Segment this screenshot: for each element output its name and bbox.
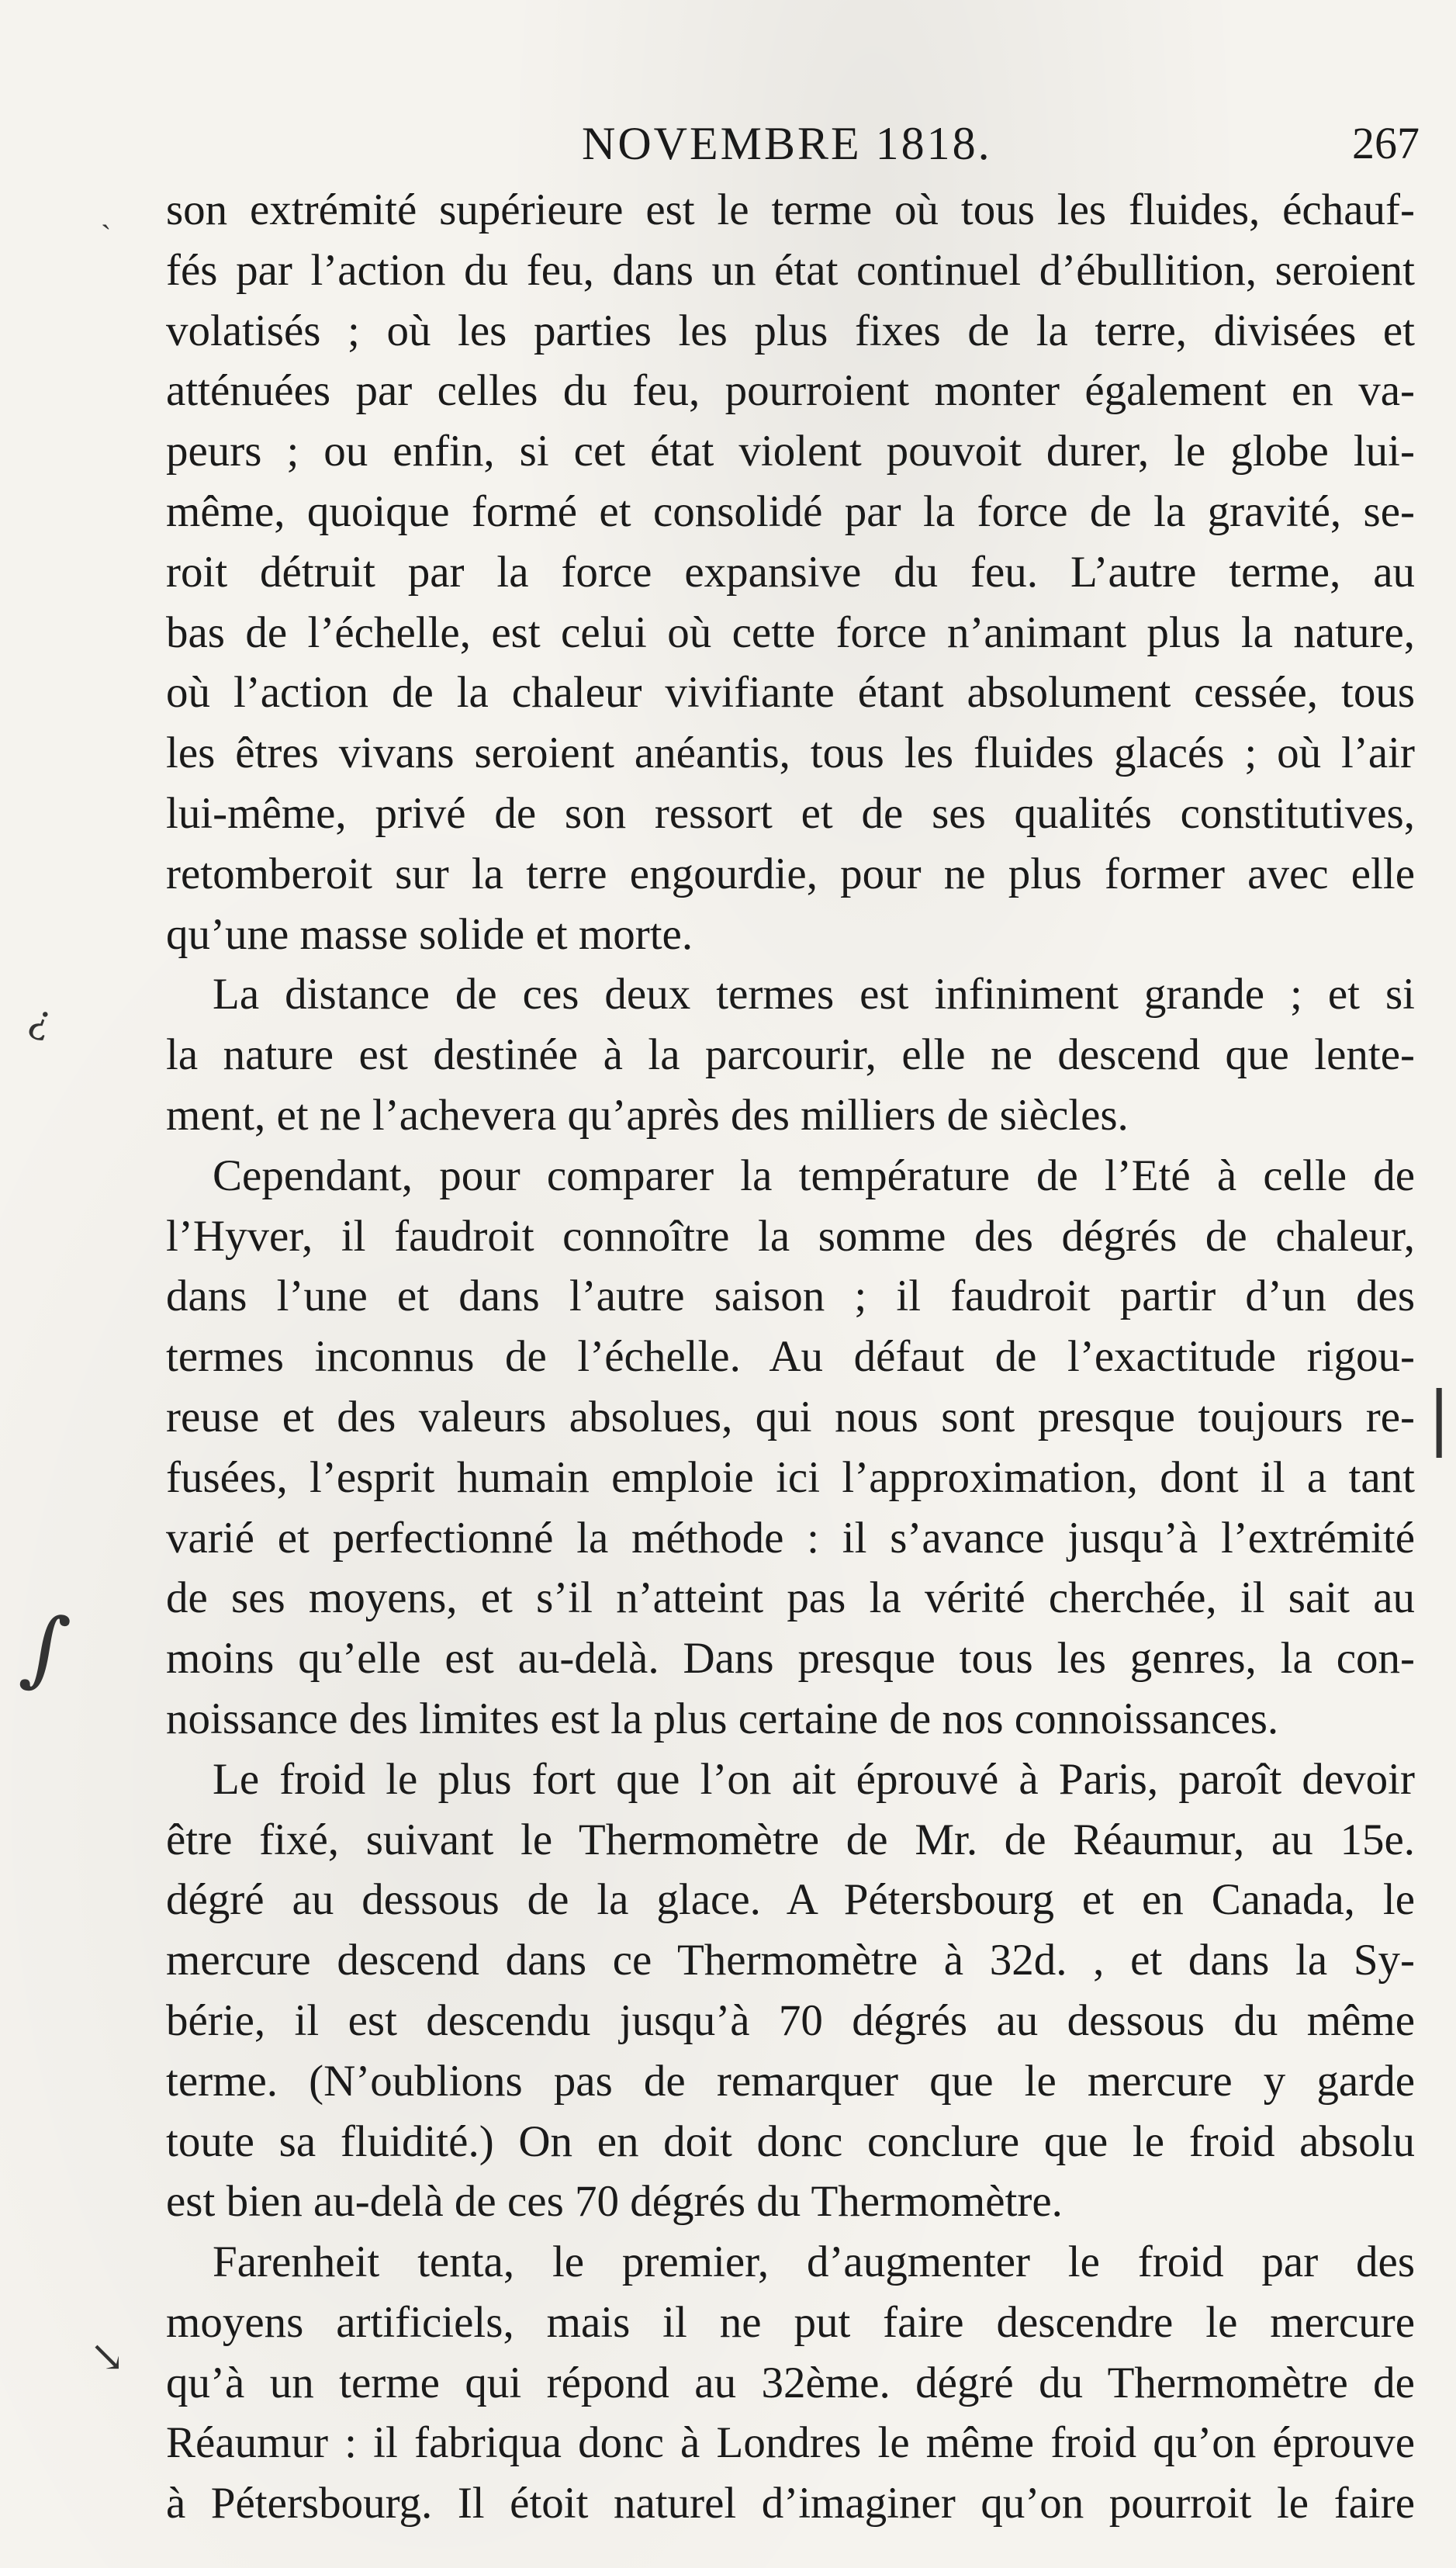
- margin-ink-mark: ↘: [89, 2331, 126, 2381]
- text-line: peurs ; ou enfin, si cet état violent pouvoit durer, le globe lui-: [166, 427, 1415, 476]
- text-line: les êtres vivans seroient anéantis, tous les fluides glacés ; où l’air: [166, 729, 1415, 778]
- text-line: Réaumur : il fabriqua donc à Londres le même froid qu’on éprouve: [166, 2418, 1415, 2468]
- text-line: dégré au dessous de la glace. A Pétersbourg et en Canada, le: [166, 1875, 1415, 1925]
- text-line: qu’à un terme qui répond au 32ème. dégré du Thermomètre de: [166, 2358, 1415, 2407]
- text-line: fés par l’action du feu, dans un état continuel d’ébullition, seroient: [166, 245, 1415, 295]
- text-line: fusées, l’esprit humain emploie ici l’approximation, dont il a tant: [166, 1452, 1415, 1502]
- page-number: 267: [1352, 118, 1420, 168]
- text-line: reuse et des valeurs absolues, qui nous sont presque toujours re-: [166, 1392, 1415, 1441]
- text-line: roit détruit par la force expansive du feu. L’autre terme, au: [166, 547, 1415, 597]
- text-line: Cependant, pour comparer la température de l’Eté à celle de: [213, 1151, 1415, 1200]
- running-head: NOVEMBRE 1818.: [582, 118, 992, 169]
- text-line: lui-même, privé de son ressort et de ses qualités constitutives,: [166, 788, 1415, 838]
- text-line: Farenheit tenta, le premier, d’augmenter le froid par des: [213, 2237, 1415, 2287]
- text-line: terme. (N’oublions pas de remarquer que le mercure y garde: [166, 2056, 1415, 2106]
- text-line: moins qu’elle est au-delà. Dans presque tous les genres, la con-: [166, 1634, 1415, 1684]
- text-line: être fixé, suivant le Thermomètre de Mr. de Réaumur, au 15e.: [166, 1815, 1415, 1864]
- text-line: termes inconnus de l’échelle. Au défaut de l’exactitude rigou-: [166, 1332, 1415, 1382]
- text-line: de ses moyens, et s’il n’atteint pas la vérité cherchée, il sait au: [166, 1573, 1415, 1623]
- text-line: son extrémité supérieure est le terme où tous les fluides, échauf-: [166, 185, 1415, 234]
- text-line: bas de l’échelle, est celui où cette force n’animant plus la nature,: [166, 607, 1415, 657]
- text-line: est bien au-delà de ces 70 dégrés du Thermomètre.: [166, 2177, 1063, 2227]
- text-line: l’Hyver, il faudroit connoître la somme des dégrés de chaleur,: [166, 1211, 1415, 1261]
- text-line: La distance de ces deux termes est infiniment grande ; et si: [213, 970, 1415, 1019]
- text-line: moyens artificiels, mais il ne put faire descendre le mercure: [166, 2297, 1415, 2347]
- margin-ink-mark: ∫: [16, 1595, 74, 1701]
- margin-ink-mark: ˏ: [101, 195, 112, 230]
- margin-ink-mark: ¿: [23, 995, 59, 1044]
- text-line: bérie, il est descendu jusqu’à 70 dégrés au dessous du même: [166, 1995, 1415, 2045]
- text-line: noissance des limites est la plus certaine de nos connoissances.: [166, 1694, 1279, 1743]
- text-line: mercure descend dans ce Thermomètre à 32d. , et dans la Sy-: [166, 1936, 1415, 1985]
- text-line: où l’action de la chaleur vivifiante étant absolument cessée, tous: [166, 668, 1415, 718]
- text-line: Le froid le plus fort que l’on ait éprouvé à Paris, paroît devoir: [213, 1754, 1415, 1804]
- margin-ink-mark: |: [1427, 1377, 1451, 1459]
- text-line: la nature est destinée à la parcourir, elle ne descend que lente-: [166, 1030, 1415, 1080]
- text-line: atténuées par celles du feu, pourroient monter également en va-: [166, 366, 1415, 416]
- text-line: même, quoique formé et consolidé par la force de la gravité, se-: [166, 486, 1415, 536]
- text-line: qu’une masse solide et morte.: [166, 909, 693, 959]
- text-line: à Pétersbourg. Il étoit naturel d’imaginer qu’on pourroit le faire: [166, 2479, 1415, 2528]
- text-line: dans l’une et dans l’autre saison ; il faudroit partir d’un des: [166, 1272, 1415, 1321]
- body-text: [166, 180, 1415, 2534]
- page-header: [163, 116, 1420, 171]
- text-line: toute sa fluidité.) On en doit donc conclure que le froid absolu: [166, 2116, 1415, 2166]
- text-line: varié et perfectionné la méthode : il s’avance jusqu’à l’extrémité: [166, 1513, 1415, 1563]
- text-line: ment, et ne l’achevera qu’après des milliers de siècles.: [166, 1090, 1129, 1140]
- text-line: volatisés ; où les parties les plus fixes de la terre, divisées et: [166, 306, 1415, 355]
- text-line: retomberoit sur la terre engourdie, pour ne plus former avec elle: [166, 849, 1415, 898]
